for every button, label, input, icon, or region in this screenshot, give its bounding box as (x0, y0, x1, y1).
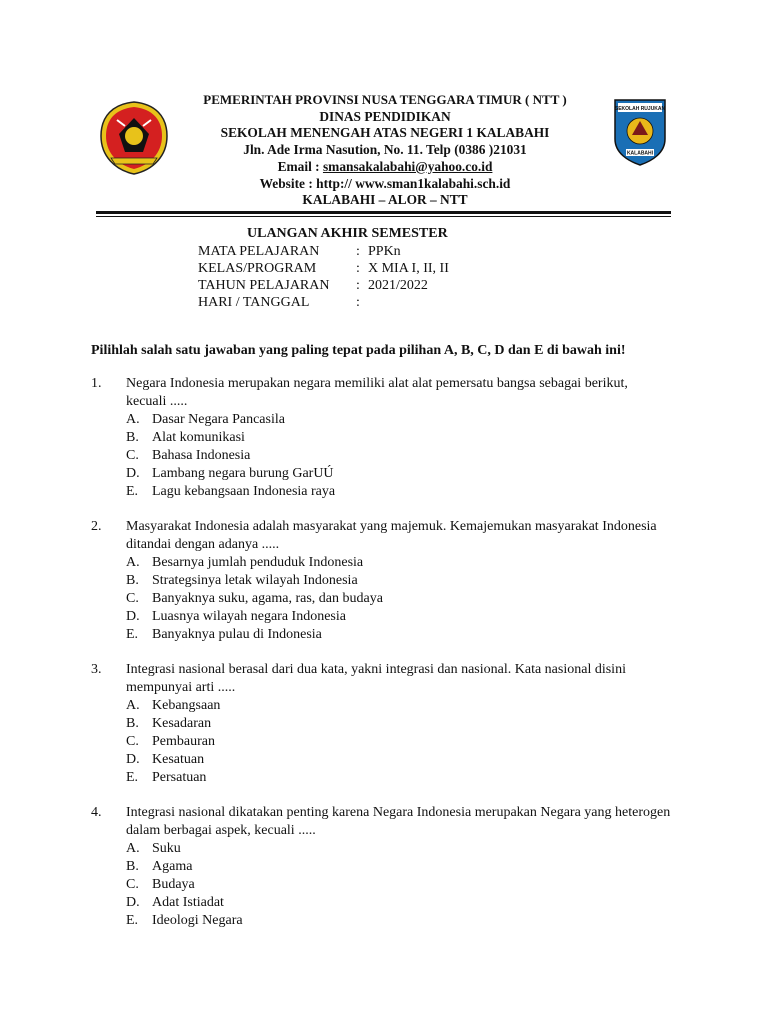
info-key: HARI / TANGGAL (198, 295, 310, 310)
option-text: Besarnya jumlah penduduk Indonesia (152, 555, 364, 570)
header-line-province: PEMERINTAH PROVINSI NUSA TENGGARA TIMUR ( NTT ) (203, 92, 567, 107)
option-letter: E. (126, 770, 139, 785)
answer-option (126, 751, 671, 769)
info-key: KELAS/PROGRAM (198, 261, 317, 276)
answer-option (126, 876, 671, 894)
school-shield-icon (612, 97, 668, 167)
exam-title: ULANGAN AKHIR SEMESTER (247, 226, 448, 241)
info-row-subject (198, 243, 449, 260)
answer-option (126, 769, 671, 787)
header-line-school: SEKOLAH MENENGAH ATAS NEGERI 1 KALABAHI (220, 125, 550, 141)
option-letter: E. (126, 627, 139, 642)
option-letter: C. (126, 877, 139, 892)
info-row-class (198, 260, 449, 277)
answer-option (126, 411, 671, 429)
option-letter: D. (126, 895, 140, 910)
option-text: Bahasa Indonesia (152, 448, 251, 463)
option-letter: B. (126, 573, 139, 588)
answer-option (126, 697, 671, 715)
answer-option (126, 572, 671, 590)
info-key: TAHUN PELAJARAN (198, 278, 330, 293)
option-text: Banyaknya pulau di Indonesia (152, 627, 322, 642)
question-text: Negara Indonesia merupakan negara memiliki alat alat pemersatu bangsa sebagai berikut, kecuali ..... (126, 376, 628, 409)
answer-option (126, 840, 671, 858)
option-text: Kesatuan (152, 752, 205, 767)
answer-option (126, 429, 671, 447)
province-emblem-icon (97, 100, 171, 176)
exam-info-table (198, 243, 449, 311)
header-line-office: DINAS PENDIDIKAN (319, 108, 451, 124)
question-item (91, 518, 671, 644)
option-letter: E. (126, 913, 139, 928)
answer-option (126, 733, 671, 751)
email-label: Email : (277, 158, 323, 174)
info-key: MATA PELAJARAN (198, 244, 320, 259)
answer-option (126, 590, 671, 608)
info-value: 2021/2022 (368, 278, 428, 293)
answer-option (126, 483, 671, 501)
option-letter: B. (126, 716, 139, 731)
answer-option (126, 894, 671, 912)
option-letter: C. (126, 591, 139, 606)
school-letterhead-text (180, 92, 590, 209)
answer-option (126, 912, 671, 930)
option-letter: D. (126, 466, 140, 481)
option-letter: B. (126, 430, 139, 445)
option-letter: C. (126, 448, 139, 463)
header-line-website: Website : http:// www.sman1kalabahi.sch.id (259, 175, 511, 191)
info-sep: : (356, 295, 360, 310)
header-divider-thick (96, 211, 671, 214)
header-line-email (180, 159, 590, 176)
option-text: Kesadaran (152, 716, 212, 731)
question-list (91, 375, 671, 947)
header-divider-thin (96, 216, 671, 217)
question-number: 3. (91, 662, 102, 677)
info-sep: : (356, 278, 360, 293)
option-text: Pembauran (152, 734, 215, 749)
question-text: Masyarakat Indonesia adalah masyarakat yang majemuk. Kemajemukan masyarakat Indonesia ditandai dengan adanya ..... (126, 519, 657, 552)
option-text: Alat komunikasi (152, 430, 245, 445)
option-text: Persatuan (152, 770, 207, 785)
option-text: Lambang negara burung GarUÚ (152, 466, 334, 481)
header-line-location: KALABAHI – ALOR – NTT (302, 192, 468, 208)
email-link[interactable]: smansakalabahi@yahoo.co.id (322, 158, 493, 174)
answer-option (126, 447, 671, 465)
option-letter: D. (126, 609, 140, 624)
option-letter: A. (126, 555, 140, 570)
answer-option (126, 715, 671, 733)
option-text: Kebangsaan (152, 698, 221, 713)
question-item (91, 661, 671, 787)
answer-option (126, 858, 671, 876)
option-text: Banyaknya suku, agama, ras, dan budaya (152, 591, 383, 606)
answer-option (126, 608, 671, 626)
option-letter: A. (126, 841, 140, 856)
question-number: 4. (91, 805, 102, 820)
question-item (91, 804, 671, 930)
option-text: Suku (152, 841, 181, 856)
info-sep: : (356, 261, 360, 276)
header-line-address: Jln. Ade Irma Nasution, No. 11. Telp (0386 )21031 (243, 142, 527, 158)
instruction-text: Pilihlah salah satu jawaban yang paling tepat pada pilihan A, B, C, D dan E di bawah ini! (91, 343, 626, 358)
option-letter: C. (126, 734, 139, 749)
option-text: Budaya (152, 877, 195, 892)
svg-text:SEKOLAH RUJUKAN: SEKOLAH RUJUKAN (614, 106, 666, 112)
question-number: 2. (91, 519, 102, 534)
answer-option (126, 554, 671, 572)
question-item (91, 375, 671, 501)
option-letter: E. (126, 484, 139, 499)
option-text: Dasar Negara Pancasila (152, 412, 285, 427)
answer-option (126, 465, 671, 483)
info-sep: : (356, 244, 360, 259)
info-row-date (198, 294, 449, 311)
info-value: X MIA I, II, II (368, 261, 449, 276)
info-value: PPKn (368, 244, 401, 259)
option-letter: A. (126, 412, 140, 427)
question-number: 1. (91, 376, 102, 391)
question-text: Integrasi nasional dikatakan penting karena Negara Indonesia merupakan Negara yang heterogen dalam berbagai aspek, kecuali ..... (126, 805, 671, 838)
option-text: Luasnya wilayah negara Indonesia (152, 609, 346, 624)
option-letter: D. (126, 752, 140, 767)
question-text: Integrasi nasional berasal dari dua kata, yakni integrasi dan nasional. Kata nasional disini mempunyai arti ..... (126, 662, 626, 695)
option-letter: B. (126, 859, 139, 874)
svg-text:KALABAHI: KALABAHI (626, 150, 654, 157)
info-row-year (198, 277, 449, 294)
option-text: Lagu kebangsaan Indonesia raya (152, 484, 336, 499)
option-letter: A. (126, 698, 140, 713)
answer-option (126, 626, 671, 644)
option-text: Ideologi Negara (152, 913, 243, 928)
option-text: Agama (152, 859, 193, 874)
letterhead (0, 92, 768, 212)
option-text: Strategsinya letak wilayah Indonesia (152, 573, 358, 588)
option-text: Adat Istiadat (152, 895, 224, 910)
